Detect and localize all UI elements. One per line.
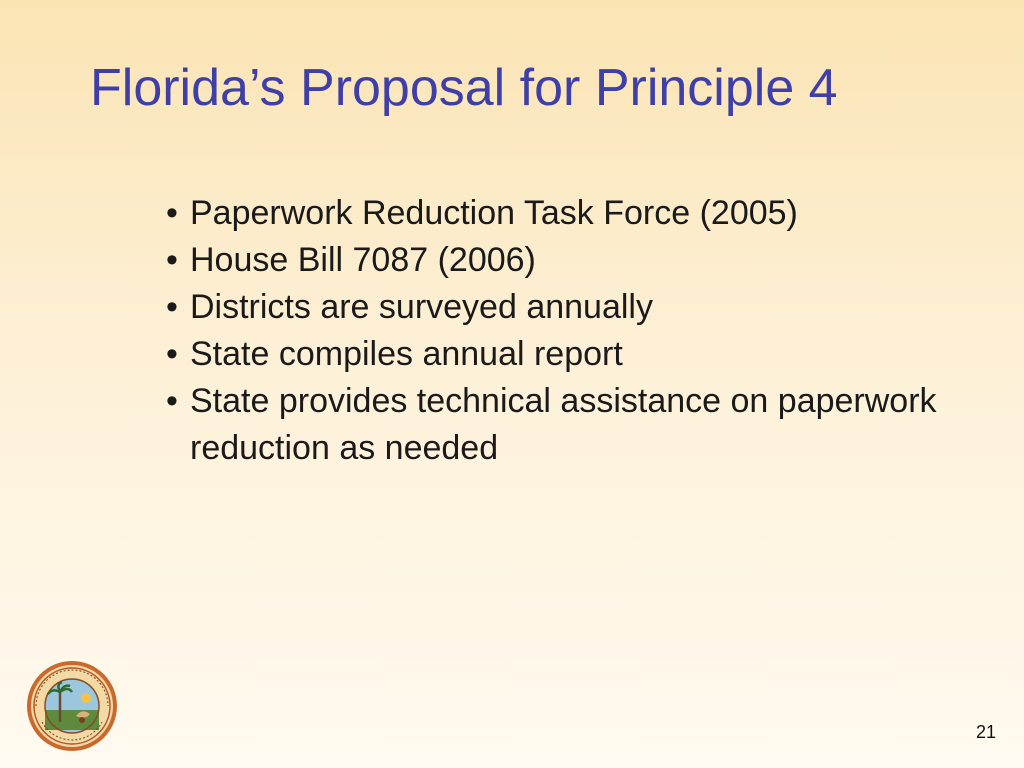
slide-title: Florida’s Proposal for Principle 4	[90, 59, 838, 117]
bullet-list	[160, 190, 940, 472]
bullet-text: House Bill 7087 (2006)	[190, 241, 536, 279]
bullet-item	[160, 284, 940, 331]
bullet-text: Paperwork Reduction Task Force (2005)	[190, 194, 798, 232]
bullet-text: Districts are surveyed annually	[190, 288, 653, 326]
bullet-item	[160, 378, 940, 472]
bullet-dot-icon: •	[166, 241, 178, 279]
florida-state-seal-icon	[26, 660, 118, 752]
bullet-item	[160, 331, 940, 378]
bullet-item	[160, 237, 940, 284]
bullet-dot-icon: •	[166, 288, 178, 326]
bullet-text: State provides technical assistance on paperwork reduction as needed	[190, 382, 937, 467]
bullet-item	[160, 190, 940, 237]
bullet-dot-icon: •	[166, 335, 178, 373]
bullet-text: State compiles annual report	[190, 335, 623, 373]
page-number: 21	[975, 722, 996, 742]
bullet-dot-icon: •	[166, 382, 178, 420]
bullet-dot-icon: •	[166, 194, 178, 232]
